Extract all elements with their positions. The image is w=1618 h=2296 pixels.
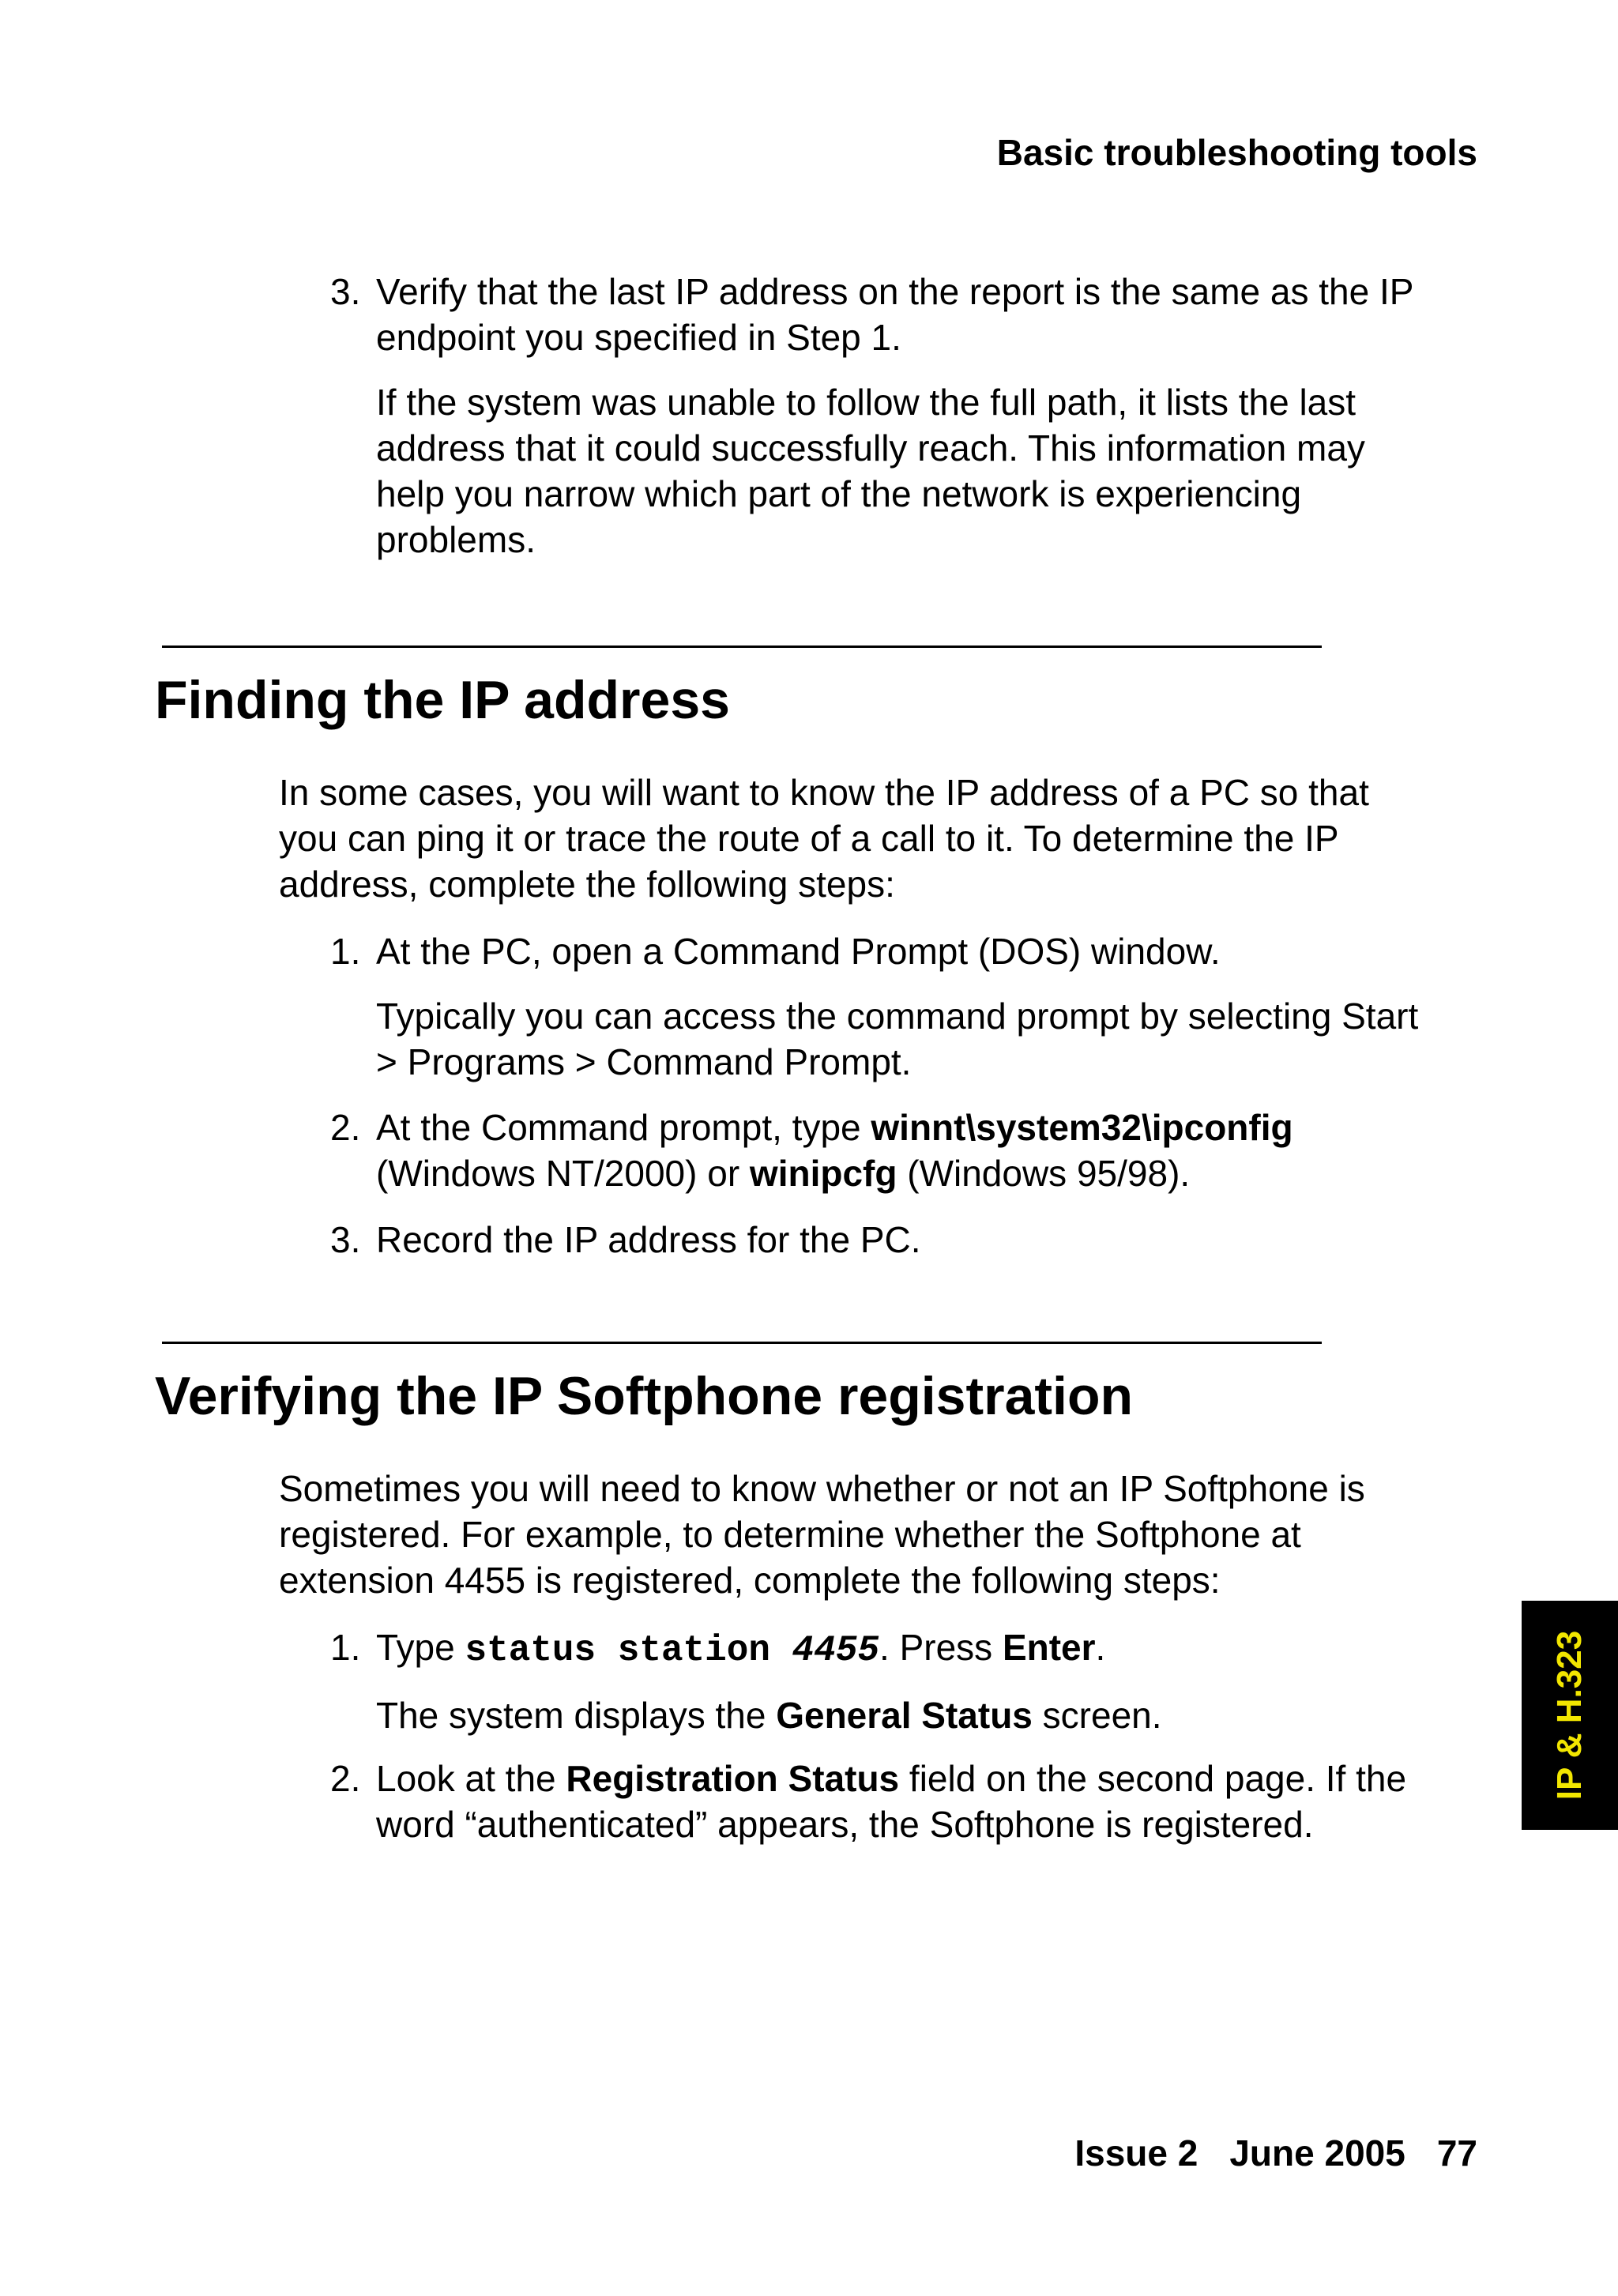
step-text: Type — [376, 1627, 465, 1668]
step-note-line: If the system was unable to follow the full path, it lists the last — [376, 382, 1356, 423]
step-text: . — [1095, 1627, 1106, 1668]
section-intro — [279, 770, 1369, 907]
step-number: 1. — [330, 1627, 361, 1668]
intro-line: extension 4455 is registered, complete the following steps: — [279, 1560, 1221, 1601]
intro-line: address, complete the following steps: — [279, 864, 895, 905]
step-text: (Windows 95/98). — [897, 1153, 1191, 1194]
intro-line: In some cases, you will want to know the IP address of a PC so that — [279, 772, 1369, 813]
page-number: 77 — [1436, 2132, 1477, 2174]
section-intro — [279, 1466, 1365, 1603]
step-number: 2. — [330, 1107, 361, 1148]
step-note-line: address that it could successfully reach. This information may — [376, 427, 1365, 469]
step-note-line — [376, 1692, 1482, 1738]
intro-line: Sometimes you will need to know whether or not an IP Softphone is — [279, 1468, 1365, 1509]
step-text — [376, 1217, 1482, 1263]
step-text-line — [376, 1624, 1482, 1673]
step-text-line: Verify that the last IP address on the report is the same as the IP — [376, 271, 1414, 312]
chapter-tab — [1522, 1601, 1618, 1830]
intro-line: registered. For example, to determine whether the Softphone at — [279, 1514, 1301, 1555]
step-number: 2. — [330, 1758, 361, 1799]
step-note-line: help you narrow which part of the network is experiencing — [376, 473, 1302, 514]
running-header: Basic troubleshooting tools — [996, 132, 1477, 173]
issue-label: Issue 2 — [1074, 2132, 1198, 2174]
step-text-line — [376, 1105, 1482, 1150]
step-number: 3. — [330, 1219, 361, 1260]
step-text-line — [376, 1756, 1482, 1801]
step-text: Look at the — [376, 1758, 566, 1799]
command-text — [465, 1630, 880, 1671]
step-number: 1. — [330, 931, 361, 972]
step-text: The system displays the — [376, 1695, 777, 1736]
page-footer — [1074, 2129, 1477, 2177]
section-heading: Verifying the IP Softphone registration — [155, 1366, 1134, 1426]
step-note-line: Typically you can access the command prompt by selecting Start — [376, 996, 1419, 1037]
step-text-line: Record the IP address for the PC. — [376, 1219, 921, 1260]
intro-line: you can ping it or trace the route of a call to it. To determine the IP — [279, 818, 1339, 859]
step-text — [376, 1756, 1482, 1847]
step-text — [376, 1624, 1482, 1738]
field-name: Registration Status — [566, 1758, 900, 1799]
command-keyword: status station — [465, 1630, 792, 1671]
step-text-line: word “authenticated” appears, the Softphone is registered. — [376, 1804, 1314, 1845]
chapter-tab-label: IP & H.323 — [1550, 1630, 1590, 1801]
step-text-line — [376, 1150, 1482, 1196]
command-text: winipcfg — [749, 1153, 897, 1194]
command-argument: 4455 — [792, 1630, 880, 1671]
step-number: 3. — [330, 271, 361, 312]
section-heading: Finding the IP address — [155, 670, 730, 730]
step-text — [376, 1105, 1482, 1196]
step-text: field on the second page. If the — [899, 1758, 1407, 1799]
step-text — [376, 269, 1482, 563]
command-text: winnt\system32\ipconfig — [871, 1107, 1293, 1148]
issue-date: June 2005 — [1229, 2132, 1405, 2174]
screen-name: General Status — [776, 1695, 1033, 1736]
section-divider — [162, 646, 1322, 648]
step-text: (Windows NT/2000) or — [376, 1153, 750, 1194]
step-note-line: problems. — [376, 519, 536, 560]
step-text-line: endpoint you specified in Step 1. — [376, 317, 901, 358]
key-name: Enter — [1002, 1627, 1096, 1668]
step-text: At the Command prompt, type — [376, 1107, 871, 1148]
step-note-line: > Programs > Command Prompt. — [376, 1041, 912, 1082]
section-divider — [162, 1342, 1322, 1344]
step-text-line: At the PC, open a Command Prompt (DOS) window. — [376, 931, 1221, 972]
step-text: screen. — [1032, 1695, 1162, 1736]
step-text — [376, 928, 1482, 1085]
step-text: . Press — [879, 1627, 1003, 1668]
